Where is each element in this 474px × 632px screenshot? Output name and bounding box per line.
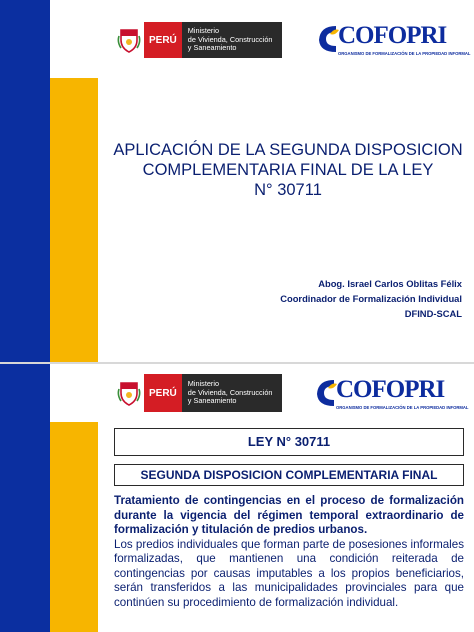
title-line: N° 30711 bbox=[254, 181, 322, 199]
ministry-line: Ministerio bbox=[187, 26, 220, 36]
author-name: Abog. Israel Carlos Oblitas Félix bbox=[318, 278, 462, 289]
cofopri-subtitle: ORGANISMO DE FORMALIZACIÓN DE LA PROPIEDAD INFORMAL bbox=[338, 51, 471, 56]
slide-content bbox=[114, 494, 464, 610]
cofopri-mark-icon bbox=[316, 24, 340, 54]
peru-label: PERÚ bbox=[144, 374, 182, 412]
yellow-side-bar bbox=[50, 422, 98, 632]
peru-label: PERÚ bbox=[144, 22, 182, 58]
ministry-logo bbox=[114, 22, 282, 58]
ministry-name bbox=[182, 22, 282, 58]
content-slide bbox=[0, 364, 474, 632]
author-unit: DFIND-SCAL bbox=[404, 308, 462, 319]
law-heading-box: LEY N° 30711 bbox=[114, 428, 464, 456]
blue-side-bar bbox=[0, 0, 50, 362]
ministry-logo bbox=[114, 374, 282, 412]
ministry-line: y Saneamiento bbox=[187, 43, 237, 53]
section-heading-box: SEGUNDA DISPOSICION COMPLEMENTARIA FINAL bbox=[114, 464, 464, 486]
cofopri-logo bbox=[316, 22, 471, 62]
cofopri-subtitle: ORGANISMO DE FORMALIZACIÓN DE LA PROPIEDAD INFORMAL bbox=[336, 405, 469, 410]
author-role: Coordinador de Formalización Individual bbox=[280, 293, 462, 304]
ministry-line: de Vivienda, Construcción bbox=[187, 387, 273, 397]
author-block bbox=[280, 276, 462, 321]
yellow-side-bar bbox=[50, 78, 98, 362]
ministry-line: y Saneamiento bbox=[187, 396, 237, 406]
coat-of-arms-icon bbox=[114, 374, 144, 412]
ministry-line: de Vivienda, Construcción bbox=[187, 34, 273, 44]
cofopri-logo bbox=[314, 376, 469, 418]
ministry-name bbox=[182, 374, 282, 412]
body-paragraph: Los predios individuales que forman parte de posesiones informales formalizadas, que mantienen una condición reiterada de contingencias por causas imputables a los propios beneficiarios, serán transferidos a las municipalidades provinciales para que continúen su procedimiento de formalización individual. bbox=[114, 537, 464, 609]
bold-paragraph: Tratamiento de contingencias en el proceso de formalización durante la vigencia del régimen temporal extraordinario de formalización y titulación de predios urbanos. bbox=[114, 494, 464, 536]
cofopri-mark-icon bbox=[314, 378, 338, 408]
blue-side-bar bbox=[0, 364, 50, 632]
cofopri-name: COFOPRI bbox=[338, 22, 447, 49]
cofopri-name: COFOPRI bbox=[336, 376, 445, 403]
coat-of-arms-icon bbox=[114, 22, 144, 58]
title-line: COMPLEMENTARIA FINAL DE LA LEY bbox=[142, 161, 434, 179]
presentation-title bbox=[112, 140, 464, 200]
ministry-line: Ministerio bbox=[187, 379, 220, 389]
title-line: APLICACIÓN DE LA SEGUNDA DISPOSICION bbox=[113, 141, 463, 159]
